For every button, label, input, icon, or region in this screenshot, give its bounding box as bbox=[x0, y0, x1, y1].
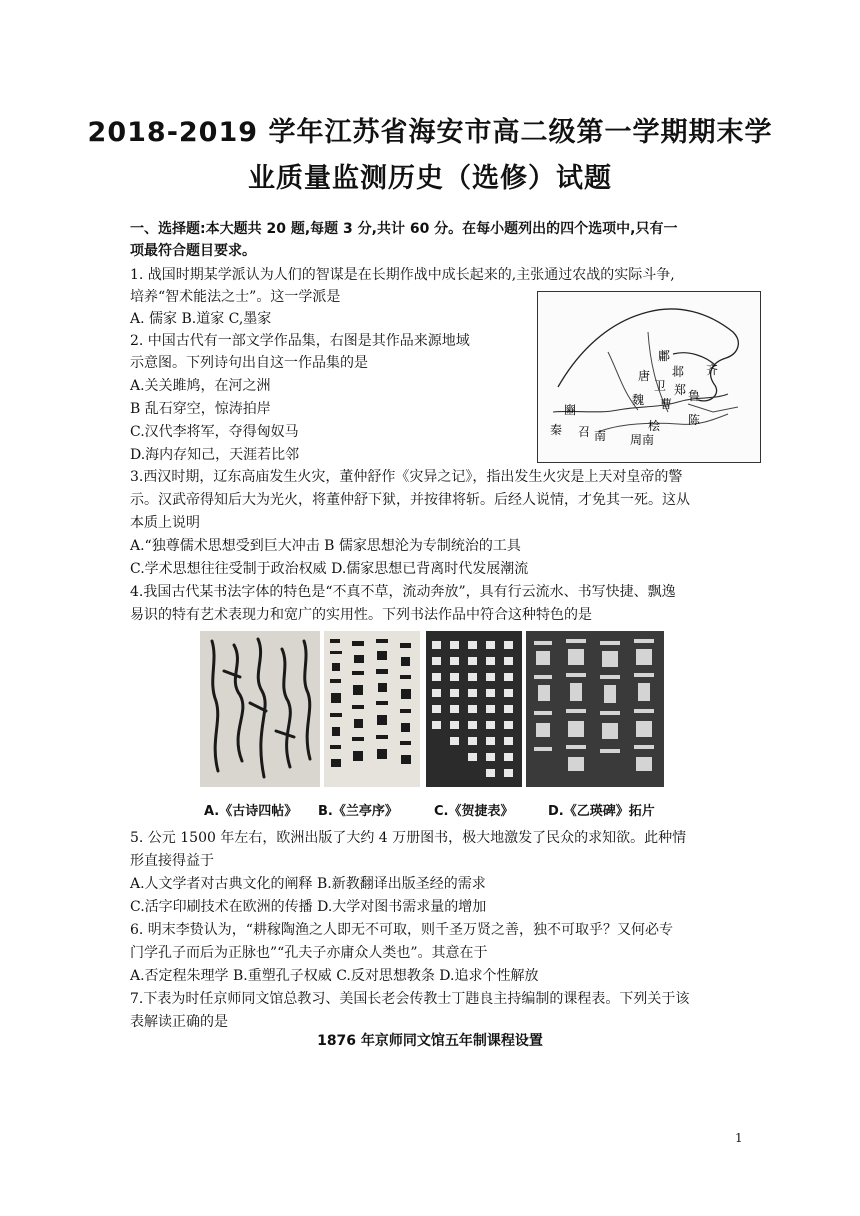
q2-option-a: A.关关雎鸠，在河之洲 bbox=[130, 378, 271, 394]
table-title: 1876 年京师同文馆五年制课程设置 bbox=[317, 1033, 543, 1049]
map-label: 鲁 bbox=[688, 389, 701, 403]
map-label: 郑 bbox=[674, 383, 687, 397]
q2-option-d: D.海内存知己，天涯若比邻 bbox=[130, 447, 300, 463]
map-label: 鄘 bbox=[658, 349, 671, 363]
map-label: 邶 bbox=[672, 365, 685, 379]
q3-options-ab: A.“独尊儒术思想受到巨大冲击 B 儒家思想沦为专制统治的工具 bbox=[130, 538, 521, 554]
q6-stem-line1: 6. 明末李贽认为，“耕稼陶渔之人即无不可取，则千圣万贤之善，独不可取乎？又何必专 bbox=[130, 922, 673, 938]
q2-stem-line2: 示意图。下列诗句出自这一作品集的是 bbox=[130, 355, 368, 371]
page-title-line1: 2018-2019 学年江苏省海安市高二级第一学期期末学 bbox=[87, 117, 773, 148]
map-label: 唐 bbox=[638, 369, 651, 383]
calligraphy-image-c bbox=[426, 631, 522, 787]
caption-a: A.《古诗四帖》 bbox=[204, 804, 298, 819]
page-number: 1 bbox=[735, 1131, 743, 1145]
q1-options: A. 儒家 B.道家 C,墨家 bbox=[130, 311, 272, 327]
q1-stem-line2: 培养“智术能法之士”。这一学派是 bbox=[130, 289, 341, 305]
map-svg bbox=[538, 292, 760, 462]
map-label: 陈 bbox=[688, 413, 701, 427]
section-heading-line1: 一、选择题:本大题共 20 题,每题 3 分,共计 60 分。在每小题列出的四个选项中,只有一 bbox=[130, 221, 678, 237]
q2-option-c: C.汉代李将军，夺得匈奴马 bbox=[130, 424, 299, 440]
map-label: 南 bbox=[594, 429, 607, 443]
caption-c: C.《贺捷表》 bbox=[434, 804, 514, 819]
q3-options-cd: C.学术思想往往受制于政治权威 D.儒家思想已背离时代发展潮流 bbox=[130, 561, 529, 577]
map-label: 豳 bbox=[564, 403, 577, 417]
q1-stem-line1: 1. 战国时期某学派认为人们的智谋是在长期作战中成长起来的,主张通过农战的实际斗争, bbox=[130, 267, 675, 283]
q6-options: A.否定程朱理学 B.重塑孔子权威 C.反对思想教条 D.追求个性解放 bbox=[130, 968, 539, 984]
q2-stem-line1: 2. 中国古代有一部文学作品集，右图是其作品来源地域 bbox=[130, 333, 470, 349]
calligraphy-image-d bbox=[526, 631, 664, 787]
map-label: 周南 bbox=[630, 433, 655, 447]
calligraphy-image-b bbox=[324, 631, 420, 787]
q3-stem-line1: 3.西汉时期，辽东高庙发生火灾，董仲舒作《灾异之记》，指出发生火灾是上天对皇帝的警 bbox=[130, 469, 683, 485]
map-figure bbox=[537, 291, 761, 463]
map-label: 秦 bbox=[550, 423, 563, 437]
map-label: 召 bbox=[578, 425, 591, 439]
caption-d: D.《乙瑛碑》拓片 bbox=[548, 804, 655, 819]
q3-stem-line3: 本质上说明 bbox=[130, 515, 200, 531]
map-label: 曹 bbox=[660, 397, 673, 411]
map-label: 齐 bbox=[706, 363, 719, 377]
q3-stem-line2: 示。汉武帝得知后大为光火，将董仲舒下狱，并按律将斩。后经人说情，才免其一死。这从 bbox=[130, 492, 690, 508]
map-label: 魏 bbox=[632, 393, 645, 407]
caption-b: B.《兰亭序》 bbox=[318, 804, 398, 819]
q5-stem-line1: 5. 公元 1500 年左右，欧洲出版了大约 4 万册图书，极大地激发了民众的求知欲。此种情 bbox=[130, 830, 687, 846]
q7-stem-line1: 7.下表为时任京师同文馆总教习、美国长老会传教士丁韪良主持编制的课程表。下列关于该 bbox=[130, 991, 690, 1007]
q2-option-b: B 乱石穿空，惊涛拍岸 bbox=[130, 401, 271, 417]
map-label: 桧 bbox=[648, 419, 661, 433]
q4-stem-line1: 4.我国古代某书法字体的特色是“不真不草，流动奔放”，具有行云流水、书写快捷、飘逸 bbox=[130, 584, 676, 600]
q7-stem-line2: 表解读正确的是 bbox=[130, 1014, 228, 1030]
q5-options-ab: A.人文学者对古典文化的阐释 B.新教翻译出版圣经的需求 bbox=[130, 876, 486, 892]
q4-stem-line2: 易识的特有艺术表现力和宽广的实用性。下列书法作品中符合这种特色的是 bbox=[130, 607, 592, 623]
page-title-line2: 业质量监测历史（选修）试题 bbox=[248, 163, 612, 194]
calligraphy-image-a bbox=[200, 631, 320, 787]
q5-stem-line2: 形直接得益于 bbox=[130, 853, 214, 869]
map-label: 卫 bbox=[654, 379, 667, 393]
q5-options-cd: C.活字印刷技术在欧洲的传播 D.大学对图书需求量的增加 bbox=[130, 899, 487, 915]
q6-stem-line2: 门学孔子而后为正脉也”“孔夫子亦庸众人类也”。其意在于 bbox=[130, 945, 488, 961]
section-heading-line2: 项最符合题目要求。 bbox=[130, 243, 256, 259]
